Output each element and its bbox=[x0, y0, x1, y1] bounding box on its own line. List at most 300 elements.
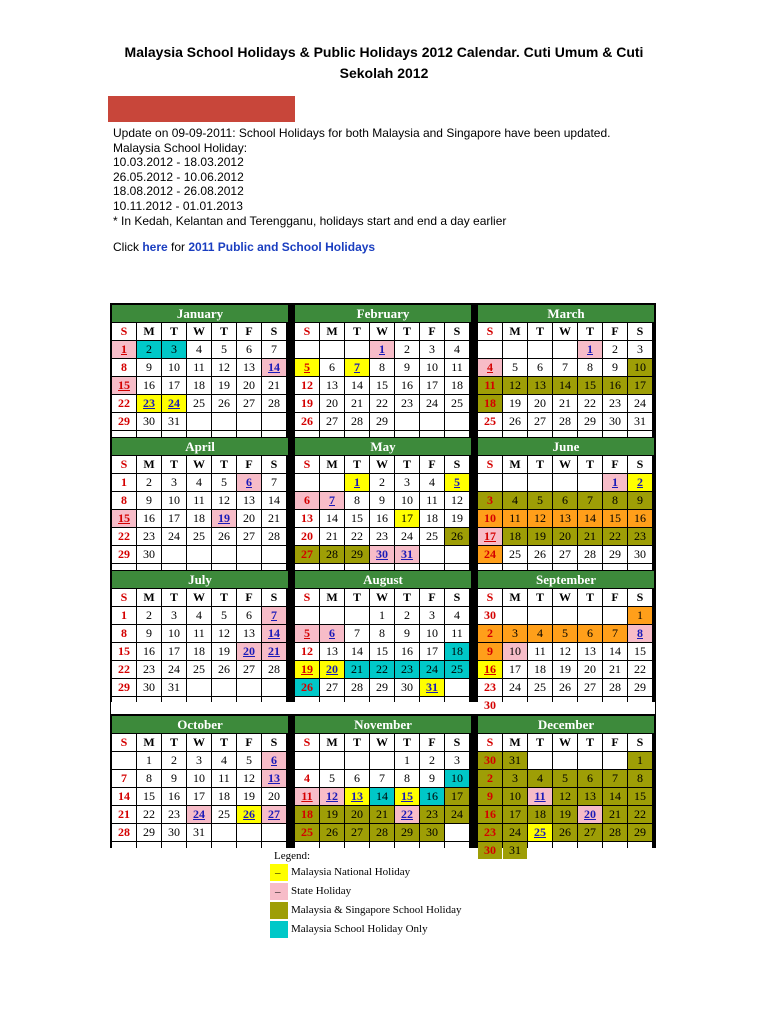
day-cell: 20 bbox=[320, 661, 344, 678]
day-cell: 16 bbox=[395, 643, 419, 660]
weekday-header: F bbox=[603, 323, 627, 340]
day-cell: 10 bbox=[478, 510, 502, 527]
day-cell: 11 bbox=[212, 770, 236, 787]
weekday-header: T bbox=[528, 323, 552, 340]
day-cell-empty bbox=[212, 546, 236, 563]
day-cell: 18 bbox=[445, 643, 469, 660]
weekday-header: S bbox=[478, 589, 502, 606]
day-cell: 9 bbox=[162, 770, 186, 787]
day-cell: 19 bbox=[237, 788, 261, 805]
weekday-header: S bbox=[445, 323, 469, 340]
day-cell: 21 bbox=[603, 661, 627, 678]
day-cell: 11 bbox=[187, 625, 211, 642]
day-cell: 6 bbox=[237, 341, 261, 358]
day-cell: 28 bbox=[553, 413, 577, 430]
day-cell-empty bbox=[237, 413, 261, 430]
day-cell: 21 bbox=[553, 395, 577, 412]
click-prefix: Click bbox=[113, 240, 143, 254]
info-line: * In Kedah, Kelantan and Terengganu, holidays start and end a day earlier bbox=[113, 213, 507, 228]
day-cell: 2 bbox=[162, 752, 186, 769]
weekday-header: S bbox=[445, 589, 469, 606]
month-november bbox=[294, 715, 472, 845]
legend bbox=[270, 850, 462, 939]
day-cell: 18 bbox=[212, 788, 236, 805]
day-cell-empty bbox=[212, 842, 236, 859]
month-february bbox=[294, 304, 472, 434]
day-cell: 29 bbox=[112, 413, 136, 430]
month-header: March bbox=[478, 305, 654, 322]
day-cell-empty bbox=[528, 474, 552, 491]
day-cell-empty bbox=[395, 842, 419, 859]
month-january bbox=[111, 304, 289, 434]
day-cell: 3 bbox=[503, 770, 527, 787]
day-cell: 17 bbox=[478, 528, 502, 545]
day-cell-empty bbox=[553, 607, 577, 624]
day-cell: 22 bbox=[345, 528, 369, 545]
weekday-header: T bbox=[395, 734, 419, 751]
day-cell: 18 bbox=[503, 528, 527, 545]
day-cell-empty bbox=[262, 697, 286, 714]
day-cell: 20 bbox=[528, 395, 552, 412]
month-header: April bbox=[112, 438, 288, 455]
day-cell-empty bbox=[420, 842, 444, 859]
day-cell: 26 bbox=[237, 806, 261, 823]
weekday-header: M bbox=[137, 456, 161, 473]
day-cell: 27 bbox=[237, 661, 261, 678]
day-cell-empty bbox=[320, 341, 344, 358]
day-cell: 8 bbox=[345, 492, 369, 509]
day-cell-empty bbox=[445, 546, 469, 563]
day-cell-empty bbox=[503, 474, 527, 491]
day-cell-empty bbox=[503, 697, 527, 714]
day-cell-empty bbox=[295, 752, 319, 769]
month-march bbox=[477, 304, 655, 434]
legend-item-school-both bbox=[270, 901, 462, 920]
day-cell-empty bbox=[578, 607, 602, 624]
day-cell: 30 bbox=[478, 842, 502, 859]
day-cell-empty bbox=[137, 697, 161, 714]
month-header: January bbox=[112, 305, 288, 322]
day-cell: 2 bbox=[478, 770, 502, 787]
day-cell: 30 bbox=[370, 546, 394, 563]
day-cell: 4 bbox=[295, 770, 319, 787]
day-cell: 31 bbox=[187, 824, 211, 841]
day-cell: 16 bbox=[628, 510, 652, 527]
day-cell: 23 bbox=[603, 395, 627, 412]
day-cell: 27 bbox=[262, 806, 286, 823]
day-cell: 2 bbox=[370, 474, 394, 491]
day-cell: 25 bbox=[187, 528, 211, 545]
day-cell-empty bbox=[320, 697, 344, 714]
day-cell: 17 bbox=[162, 510, 186, 527]
day-cell: 18 bbox=[420, 510, 444, 527]
day-cell: 2 bbox=[137, 341, 161, 358]
day-cell-empty bbox=[187, 546, 211, 563]
day-cell: 21 bbox=[262, 377, 286, 394]
day-cell: 13 bbox=[553, 510, 577, 527]
day-cell: 14 bbox=[603, 788, 627, 805]
month-header: June bbox=[478, 438, 654, 455]
day-cell: 27 bbox=[553, 546, 577, 563]
click-mid: for bbox=[167, 240, 189, 254]
day-cell: 20 bbox=[262, 788, 286, 805]
legend-label-school-both: Malaysia & Singapore School Holiday bbox=[291, 904, 462, 916]
day-cell: 1 bbox=[370, 341, 394, 358]
day-cell: 1 bbox=[578, 341, 602, 358]
day-cell: 1 bbox=[112, 474, 136, 491]
weekday-header: M bbox=[320, 323, 344, 340]
weekday-header: S bbox=[628, 323, 652, 340]
day-cell: 13 bbox=[237, 359, 261, 376]
day-cell: 11 bbox=[445, 359, 469, 376]
day-cell: 19 bbox=[528, 528, 552, 545]
weekday-header: S bbox=[262, 456, 286, 473]
day-cell-empty bbox=[553, 752, 577, 769]
day-cell: 30 bbox=[478, 752, 502, 769]
day-cell: 24 bbox=[162, 661, 186, 678]
day-cell: 21 bbox=[345, 395, 369, 412]
day-cell: 23 bbox=[628, 528, 652, 545]
day-cell: 30 bbox=[420, 824, 444, 841]
weekday-header: M bbox=[137, 589, 161, 606]
day-cell: 24 bbox=[395, 528, 419, 545]
day-cell: 29 bbox=[578, 413, 602, 430]
day-cell: 5 bbox=[295, 359, 319, 376]
day-cell: 30 bbox=[162, 824, 186, 841]
weekday-header: T bbox=[162, 589, 186, 606]
day-cell: 3 bbox=[162, 341, 186, 358]
day-cell-empty bbox=[420, 546, 444, 563]
weekday-header: S bbox=[295, 456, 319, 473]
day-cell: 7 bbox=[553, 359, 577, 376]
day-cell-empty bbox=[187, 679, 211, 696]
day-cell-empty bbox=[628, 842, 652, 859]
day-cell: 14 bbox=[603, 643, 627, 660]
weekday-header: T bbox=[212, 589, 236, 606]
day-cell: 19 bbox=[503, 395, 527, 412]
day-cell: 3 bbox=[420, 341, 444, 358]
day-cell: 13 bbox=[237, 492, 261, 509]
day-cell: 24 bbox=[628, 395, 652, 412]
day-cell: 20 bbox=[320, 395, 344, 412]
day-cell: 22 bbox=[370, 395, 394, 412]
day-cell-empty bbox=[370, 697, 394, 714]
day-cell: 1 bbox=[345, 474, 369, 491]
weekday-header: F bbox=[420, 456, 444, 473]
day-cell-empty bbox=[162, 546, 186, 563]
day-cell: 5 bbox=[295, 625, 319, 642]
day-cell-empty bbox=[553, 697, 577, 714]
day-cell: 7 bbox=[112, 770, 136, 787]
day-cell: 13 bbox=[578, 643, 602, 660]
weekday-header: W bbox=[553, 323, 577, 340]
day-cell: 12 bbox=[503, 377, 527, 394]
day-cell: 27 bbox=[345, 824, 369, 841]
weekday-header: M bbox=[320, 456, 344, 473]
day-cell: 1 bbox=[395, 752, 419, 769]
day-cell: 10 bbox=[187, 770, 211, 787]
legend-label-national: Malaysia National Holiday bbox=[291, 866, 411, 878]
day-cell: 23 bbox=[137, 395, 161, 412]
legend-swatch-school-both bbox=[270, 902, 288, 919]
day-cell: 25 bbox=[445, 395, 469, 412]
weekday-header: M bbox=[320, 734, 344, 751]
day-cell: 28 bbox=[262, 528, 286, 545]
day-cell: 16 bbox=[137, 510, 161, 527]
day-cell: 7 bbox=[262, 607, 286, 624]
day-cell: 4 bbox=[420, 474, 444, 491]
day-cell: 20 bbox=[295, 528, 319, 545]
legend-label-school-malaysia: Malaysia School Holiday Only bbox=[291, 923, 428, 935]
weekday-header: F bbox=[603, 589, 627, 606]
day-cell: 24 bbox=[445, 806, 469, 823]
day-cell: 27 bbox=[320, 679, 344, 696]
day-cell: 11 bbox=[528, 788, 552, 805]
weekday-header: W bbox=[553, 456, 577, 473]
day-cell: 22 bbox=[395, 806, 419, 823]
day-cell-empty bbox=[603, 607, 627, 624]
day-cell: 12 bbox=[212, 492, 236, 509]
day-cell: 31 bbox=[628, 413, 652, 430]
day-cell: 18 bbox=[528, 806, 552, 823]
day-cell: 17 bbox=[503, 806, 527, 823]
day-cell: 3 bbox=[478, 492, 502, 509]
day-cell-empty bbox=[237, 546, 261, 563]
day-cell: 15 bbox=[112, 643, 136, 660]
day-cell: 19 bbox=[212, 643, 236, 660]
day-cell: 25 bbox=[503, 546, 527, 563]
day-cell: 30 bbox=[137, 679, 161, 696]
day-cell: 20 bbox=[578, 806, 602, 823]
day-cell: 14 bbox=[320, 510, 344, 527]
weekday-header: T bbox=[345, 456, 369, 473]
day-cell: 1 bbox=[628, 607, 652, 624]
day-cell-empty bbox=[320, 842, 344, 859]
day-cell: 25 bbox=[295, 824, 319, 841]
weekday-header: W bbox=[370, 456, 394, 473]
day-cell-empty bbox=[553, 474, 577, 491]
weekday-header: W bbox=[187, 456, 211, 473]
day-cell: 21 bbox=[603, 806, 627, 823]
day-cell-empty bbox=[137, 842, 161, 859]
red-banner bbox=[108, 96, 295, 122]
day-cell: 17 bbox=[187, 788, 211, 805]
day-cell: 18 bbox=[295, 806, 319, 823]
day-cell: 19 bbox=[553, 806, 577, 823]
weekday-header: T bbox=[528, 456, 552, 473]
month-may bbox=[294, 437, 472, 567]
weekday-header: T bbox=[395, 456, 419, 473]
day-cell: 21 bbox=[112, 806, 136, 823]
day-cell: 16 bbox=[137, 377, 161, 394]
day-cell: 15 bbox=[628, 643, 652, 660]
day-cell: 2 bbox=[395, 341, 419, 358]
day-cell: 9 bbox=[137, 492, 161, 509]
day-cell-empty bbox=[445, 697, 469, 714]
day-cell: 3 bbox=[395, 474, 419, 491]
month-december bbox=[477, 715, 655, 857]
day-cell: 15 bbox=[370, 377, 394, 394]
day-cell: 15 bbox=[370, 643, 394, 660]
day-cell-empty bbox=[295, 607, 319, 624]
day-cell: 5 bbox=[445, 474, 469, 491]
day-cell: 5 bbox=[553, 770, 577, 787]
day-cell: 18 bbox=[528, 661, 552, 678]
day-cell: 24 bbox=[503, 679, 527, 696]
month-october bbox=[111, 715, 289, 845]
weekday-header: S bbox=[628, 589, 652, 606]
day-cell: 27 bbox=[320, 413, 344, 430]
day-cell: 14 bbox=[262, 492, 286, 509]
day-cell: 1 bbox=[112, 607, 136, 624]
day-cell-empty bbox=[345, 752, 369, 769]
day-cell: 10 bbox=[420, 359, 444, 376]
holidays-2011-link[interactable]: 2011 Public and School Holidays bbox=[188, 240, 376, 254]
weekday-header: S bbox=[295, 323, 319, 340]
day-cell: 20 bbox=[553, 528, 577, 545]
day-cell: 6 bbox=[237, 474, 261, 491]
weekday-header: S bbox=[445, 456, 469, 473]
day-cell: 13 bbox=[262, 770, 286, 787]
day-cell: 27 bbox=[295, 546, 319, 563]
day-cell: 9 bbox=[370, 492, 394, 509]
day-cell: 24 bbox=[478, 546, 502, 563]
info-line: Malaysia School Holiday: bbox=[113, 140, 248, 155]
day-cell: 11 bbox=[445, 625, 469, 642]
day-cell: 14 bbox=[553, 377, 577, 394]
day-cell: 11 bbox=[295, 788, 319, 805]
weekday-header: S bbox=[295, 734, 319, 751]
info-line: 18.08.2012 - 26.08.2012 bbox=[113, 184, 244, 199]
weekday-header: M bbox=[137, 734, 161, 751]
day-cell: 1 bbox=[137, 752, 161, 769]
day-cell: 29 bbox=[603, 546, 627, 563]
day-cell: 27 bbox=[578, 824, 602, 841]
weekday-header: T bbox=[345, 589, 369, 606]
day-cell: 6 bbox=[320, 625, 344, 642]
day-cell-empty bbox=[528, 697, 552, 714]
day-cell: 12 bbox=[212, 359, 236, 376]
day-cell: 6 bbox=[578, 770, 602, 787]
day-cell: 21 bbox=[320, 528, 344, 545]
day-cell: 20 bbox=[237, 643, 261, 660]
day-cell: 7 bbox=[603, 770, 627, 787]
day-cell: 5 bbox=[212, 474, 236, 491]
weekday-header: M bbox=[503, 456, 527, 473]
month-july bbox=[111, 570, 289, 700]
day-cell: 20 bbox=[345, 806, 369, 823]
day-cell: 24 bbox=[420, 395, 444, 412]
day-cell: 7 bbox=[578, 492, 602, 509]
day-cell: 6 bbox=[345, 770, 369, 787]
day-cell: 23 bbox=[137, 528, 161, 545]
day-cell: 25 bbox=[528, 679, 552, 696]
day-cell: 14 bbox=[345, 643, 369, 660]
month-header: August bbox=[295, 571, 471, 588]
day-cell-empty bbox=[603, 752, 627, 769]
day-cell: 7 bbox=[603, 625, 627, 642]
day-cell: 23 bbox=[137, 661, 161, 678]
day-cell: 25 bbox=[528, 824, 552, 841]
day-cell: 22 bbox=[112, 661, 136, 678]
day-cell: 17 bbox=[420, 643, 444, 660]
day-cell: 16 bbox=[478, 661, 502, 678]
day-cell: 13 bbox=[320, 643, 344, 660]
weekday-header: S bbox=[112, 456, 136, 473]
day-cell: 9 bbox=[395, 359, 419, 376]
day-cell: 3 bbox=[503, 625, 527, 642]
update-info bbox=[113, 126, 610, 228]
day-cell: 14 bbox=[112, 788, 136, 805]
day-cell: 2 bbox=[137, 474, 161, 491]
info-line: 10.11.2012 - 01.01.2013 bbox=[113, 198, 243, 213]
day-cell: 16 bbox=[137, 643, 161, 660]
day-cell: 29 bbox=[345, 546, 369, 563]
day-cell: 18 bbox=[478, 395, 502, 412]
weekday-header: W bbox=[553, 589, 577, 606]
day-cell: 26 bbox=[553, 679, 577, 696]
day-cell: 12 bbox=[295, 643, 319, 660]
day-cell: 7 bbox=[345, 625, 369, 642]
weekday-header: T bbox=[578, 734, 602, 751]
day-cell-empty bbox=[528, 752, 552, 769]
day-cell: 26 bbox=[445, 528, 469, 545]
here-link[interactable]: here bbox=[142, 240, 168, 254]
day-cell: 28 bbox=[345, 413, 369, 430]
day-cell: 26 bbox=[212, 395, 236, 412]
day-cell: 31 bbox=[162, 413, 186, 430]
day-cell: 22 bbox=[112, 395, 136, 412]
day-cell: 12 bbox=[553, 788, 577, 805]
day-cell-empty bbox=[162, 842, 186, 859]
day-cell: 28 bbox=[112, 824, 136, 841]
day-cell-empty bbox=[262, 413, 286, 430]
weekday-header: M bbox=[320, 589, 344, 606]
day-cell: 14 bbox=[345, 377, 369, 394]
day-cell: 3 bbox=[162, 474, 186, 491]
weekday-header: F bbox=[603, 456, 627, 473]
weekday-header: F bbox=[237, 323, 261, 340]
weekday-header: W bbox=[187, 323, 211, 340]
day-cell: 24 bbox=[187, 806, 211, 823]
day-cell: 14 bbox=[578, 510, 602, 527]
weekday-header: T bbox=[395, 589, 419, 606]
day-cell-empty bbox=[112, 752, 136, 769]
weekday-header: S bbox=[628, 456, 652, 473]
day-cell-empty bbox=[295, 697, 319, 714]
day-cell-empty bbox=[295, 474, 319, 491]
day-cell: 2 bbox=[478, 625, 502, 642]
day-cell: 24 bbox=[503, 824, 527, 841]
day-cell-empty bbox=[370, 752, 394, 769]
day-cell: 5 bbox=[212, 607, 236, 624]
day-cell: 16 bbox=[420, 788, 444, 805]
day-cell: 15 bbox=[578, 377, 602, 394]
legend-swatch-national: _ bbox=[270, 864, 288, 881]
day-cell-empty bbox=[212, 824, 236, 841]
day-cell: 22 bbox=[112, 528, 136, 545]
day-cell: 22 bbox=[628, 806, 652, 823]
day-cell: 14 bbox=[262, 359, 286, 376]
month-header: December bbox=[478, 716, 654, 733]
day-cell: 13 bbox=[578, 788, 602, 805]
day-cell: 2 bbox=[395, 607, 419, 624]
day-cell: 6 bbox=[295, 492, 319, 509]
day-cell: 31 bbox=[503, 752, 527, 769]
day-cell: 25 bbox=[420, 528, 444, 545]
day-cell: 4 bbox=[503, 492, 527, 509]
day-cell: 8 bbox=[137, 770, 161, 787]
